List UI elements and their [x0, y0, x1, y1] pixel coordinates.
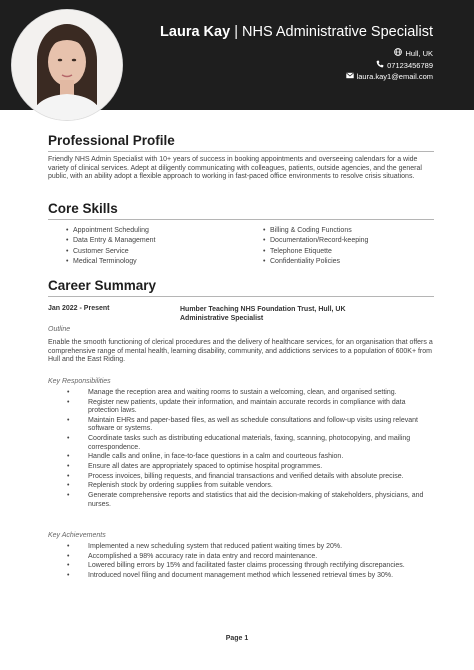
globe-icon	[394, 48, 402, 58]
list-item: • Introduced novel filing and document management method which lessened retrieval times by 30%.	[88, 572, 434, 581]
list-item: • Accomplished a 98% accuracy rate in data entry and record maintenance.	[88, 553, 434, 562]
list-item: • Replenish stock by ordering supplies from suitable vendors.	[88, 482, 434, 491]
skills-heading: Core Skills	[48, 201, 118, 216]
name-title	[160, 24, 433, 40]
phone-icon	[376, 60, 384, 70]
achievements-list	[88, 543, 434, 582]
page-number: Page 1	[225, 635, 249, 642]
skill-item: • Customer Service	[73, 247, 156, 257]
profile-text: Friendly NHS Admin Specialist with 10+ years of success in booking appointments and overseeing calendars for a wide variety of clinical services. Adept at diligently communicating with colleagues, patients, outside agencies, and the general public, with an ability adopt a flexible approach to working in fast-paced office environments to resolve crisis situations.	[48, 156, 422, 181]
employer	[180, 305, 346, 323]
profile-photo	[12, 10, 122, 120]
skill-item: • Billing & Coding Functions	[270, 226, 368, 236]
skills-list-right	[270, 226, 368, 268]
responsibilities-label: Key Responsibilities	[48, 378, 111, 385]
skill-item: • Medical Terminology	[73, 257, 156, 267]
skill-item: • Documentation/Record-keeping	[270, 236, 368, 246]
contact-location	[394, 48, 433, 58]
skill-item: • Data Entry & Management	[73, 236, 156, 246]
job-role: Administrative Specialist	[180, 315, 264, 322]
contact-phone	[376, 60, 433, 70]
email-text[interactable]: laura.kay1@email.com	[356, 72, 433, 81]
outline-label: Outline	[48, 326, 71, 333]
profile-divider	[48, 151, 434, 152]
list-item: • Manage the reception area and waiting rooms to sustain a welcoming, clean, and organised setting.	[88, 389, 434, 398]
career-divider	[48, 296, 434, 297]
list-item: • Lowered billing errors by 15% and facilitated faster claims processing through rectifying discrepancies.	[88, 562, 434, 571]
skills-list-left	[73, 226, 156, 268]
employer-name: Humber Teaching NHS Foundation Trust, Hull, UK	[180, 306, 346, 313]
job-title: NHS Administrative Specialist	[242, 24, 433, 40]
list-item: • Handle calls and online, in face-to-face questions in a calm and courteous fashion.	[88, 453, 434, 462]
achievements-label: Key Achievements	[48, 532, 106, 539]
list-item: • Maintain EHRs and paper-based files, as well as schedule consultations and follow-up visits using relevant software or systems.	[88, 417, 434, 434]
envelope-icon	[346, 72, 354, 81]
job-dates: Jan 2022 - Present	[48, 305, 110, 312]
list-item: • Process invoices, billing requests, and financial transactions and verified details with absolute precise.	[88, 473, 434, 482]
responsibilities-list	[88, 389, 434, 510]
skill-item: • Appointment Scheduling	[73, 226, 156, 236]
name-separator: |	[230, 24, 242, 40]
career-heading: Career Summary	[48, 278, 157, 293]
skill-item: • Confidentiality Policies	[270, 257, 368, 267]
profile-heading: Professional Profile	[48, 133, 175, 148]
list-item: • Coordinate tasks such as distributing educational materials, faxing, scanning, photocopying, and mailing correspondence.	[88, 435, 434, 452]
contact-email	[346, 72, 433, 81]
phone-text: 07123456789	[387, 60, 433, 70]
outline-text: Enable the smooth functioning of clerical procedures and the delivery of healthcare services, for an organisation that offers a comprehensive range of mental health, learning disability, community, and addictions services to a population of 600K+ from Hull and the East Riding.	[48, 339, 433, 364]
skills-divider	[48, 219, 434, 220]
list-item: • Generate comprehensive reports and statistics that aid the decision-making of stakeholders, physicians, and nurses.	[88, 492, 434, 509]
list-item: • Register new patients, update their information, and maintain accurate records in compliance with data protection laws.	[88, 399, 434, 416]
candidate-name: Laura Kay	[160, 24, 231, 40]
location-text: Hull, UK	[405, 48, 433, 58]
list-item: • Implemented a new scheduling system that reduced patient waiting times by 20%.	[88, 543, 434, 552]
list-item: • Ensure all dates are appropriately spaced to optimise hospital programmes.	[88, 463, 434, 472]
skill-item: • Telephone Etiquette	[270, 247, 368, 257]
